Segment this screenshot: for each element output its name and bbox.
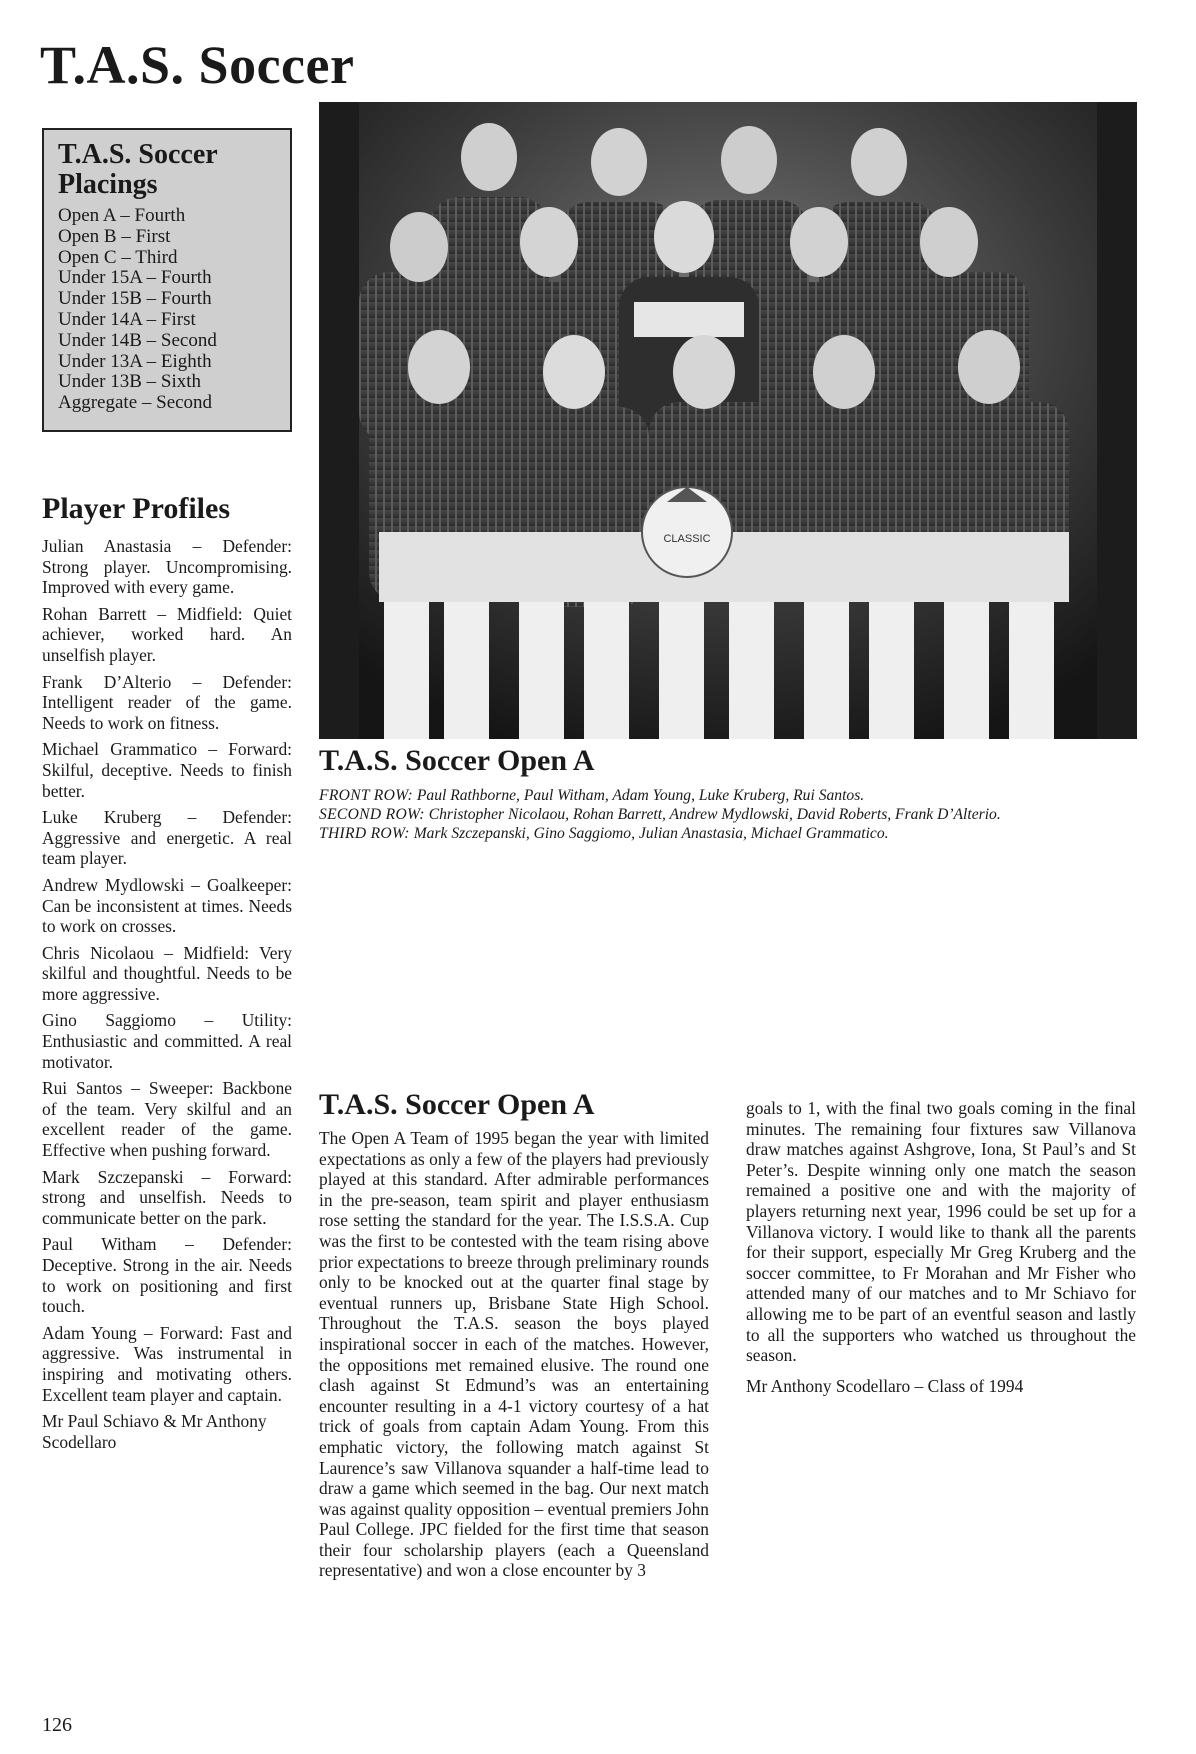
player-profiles: [42, 536, 292, 1458]
second-row-names: Christopher Nicolaou, Rohan Barrett, Andrew Mydlowski, David Roberts, Frank D’Alterio.: [428, 806, 1001, 823]
placings-box: [42, 128, 292, 432]
profile-kruberg: Luke Kruberg – Defender: Aggressive and energetic. A real team player.: [42, 807, 292, 869]
placing-item: Under 15B – Fourth: [58, 288, 212, 310]
article-signature: Mr Anthony Scodellaro – Class of 1994: [746, 1375, 1024, 1396]
placing-item: Under 14A – First: [58, 308, 196, 330]
team-photo-image: [319, 102, 1137, 739]
profile-mydlowski: Andrew Mydlowski – Goalkeeper: Can be inconsistent at times. Needs to work on crosses.: [42, 874, 292, 937]
page-number: 126: [42, 1714, 72, 1736]
profile-szczepanski: Mark Szczepanski – Forward: strong and unselfish. Needs to communicate better on the park.: [42, 1166, 292, 1228]
article-text-1: The Open A Team of 1995 began the year with limited expectations as only a few of the players had previously played at this standard. After admirable performances in the pre-season, team spirit and player enthusiasm rose setting the standard for the year. The I.S.S.A. Cup was the first to be contested with the team rising above prior expectations to breeze through preliminary rounds only to be knocked out at the quarter final stage by eventual runners up, Brisbane State High School. Throughout the T.A.S. season the boys played inspirational soccer in each of the matches. However, the oppositions met remained elusive. The round one clash against St Edmund’s was an entertaining encounter resulting in a 4-1 victory courtesy of a hat trick of goals from captain Adam Young. From this emphatic victory, the following match against St Laurence’s saw Villanova squander a half-time lead to draw a game which seemed in the bag. Our next match was against quality opposition – eventual premiers John Paul College. JPC fielded for the first time that season their four scholarship players (each a Queensland representative) and won a close encounter by 3: [319, 1128, 709, 1581]
soccer-ball: [642, 487, 732, 577]
third-row-names: Mark Szczepanski, Gino Saggiomo, Julian Anastasia, Michael Grammatico.: [413, 825, 889, 842]
caption-title: T.A.S. Soccer Open A: [319, 744, 595, 777]
placing-item: Under 13A – Eighth: [58, 350, 212, 372]
placing-item: Under 14B – Second: [58, 329, 217, 351]
photo-caption: [319, 786, 1159, 843]
profile-santos: Rui Santos – Sweeper: Backbone of the team. Very skilful and an excellent reader of the game. Effective when pushing forward.: [42, 1078, 292, 1161]
caption-third-row: [319, 824, 1159, 843]
profile-dalterio: Frank D’Alterio – Defender: Intelligent reader of the game. Needs to work on fitness.: [42, 671, 292, 733]
profile-witham: Paul Witham – Defender: Deceptive. Strong in the air. Needs to work on positioning and first touch.: [42, 1234, 292, 1317]
placing-item: Under 13B – Sixth: [58, 371, 202, 393]
placing-item: Aggregate – Second: [58, 392, 213, 414]
placing-item: Open A – Fourth: [58, 205, 186, 226]
placing-item: Under 15A – Fourth: [58, 267, 212, 289]
page-title: T.A.S. Soccer: [40, 35, 355, 95]
second-row-label: SECOND ROW:: [319, 806, 425, 823]
caption-front-row: [319, 786, 1159, 805]
article-title: T.A.S. Soccer Open A: [319, 1088, 595, 1121]
profile-barrett: Rohan Barrett – Midfield: Quiet achiever, worked hard. An unselfish player.: [42, 603, 292, 665]
team-photo: [319, 102, 1137, 739]
ball-label: CLASSIC: [663, 533, 711, 545]
front-row-names: Paul Rathborne, Paul Witham, Adam Young, Luke Kruberg, Rui Santos.: [416, 787, 865, 804]
profile-saggiomo: Gino Saggiomo – Utility: Enthusiastic and committed. A real motivator.: [42, 1010, 292, 1072]
placing-item: Open B – First: [58, 225, 171, 247]
third-row-label: THIRD ROW:: [319, 825, 410, 842]
placing-item: Open C – Third: [58, 246, 178, 268]
placings-title: T.A.S. Soccer Placings: [58, 139, 218, 200]
article-text-2: goals to 1, with the final two goals coming in the final minutes. The remaining four fixtures saw Villanova draw matches against Ashgrove, Iona, St Paul’s and St Peter’s. Despite winning only one match the season remained a positive one and with the majority of players returning next year, 1996 could be set up for a Villanova victory. I would like to thank all the parents for their support, especially Mr Greg Kruberg and the soccer committee, to Fr Morahan and Mr Fisher who attended many of our matches and to Mr Schiavo for allowing me to be part of an eventful season and lastly to all the supporters who watched us throughout the season.: [746, 1098, 1136, 1366]
article-column-2: [746, 1098, 1136, 1396]
profile-young: Adam Young – Forward: Fast and aggressive. Was instrumental in inspiring and motivating others. Excellent team player and captain.: [42, 1322, 292, 1405]
profiles-title: Player Profiles: [42, 492, 230, 525]
article-column-1: [319, 1128, 709, 1581]
profile-anastasia: Julian Anastasia – Defender: Strong player. Uncompromising. Improved with every game.: [42, 536, 292, 598]
placings-list: [58, 206, 276, 414]
profiles-signature: Mr Paul Schiavo & Mr Anthony Scodellaro: [42, 1411, 267, 1452]
profile-nicolaou: Chris Nicolaou – Midfield: Very skilful and thoughtful. Needs to be more aggressive.: [42, 942, 292, 1004]
front-row-label: FRONT ROW:: [319, 787, 413, 804]
caption-second-row: [319, 805, 1159, 824]
profile-grammatico: Michael Grammatico – Forward: Skilful, deceptive. Needs to finish better.: [42, 739, 292, 801]
